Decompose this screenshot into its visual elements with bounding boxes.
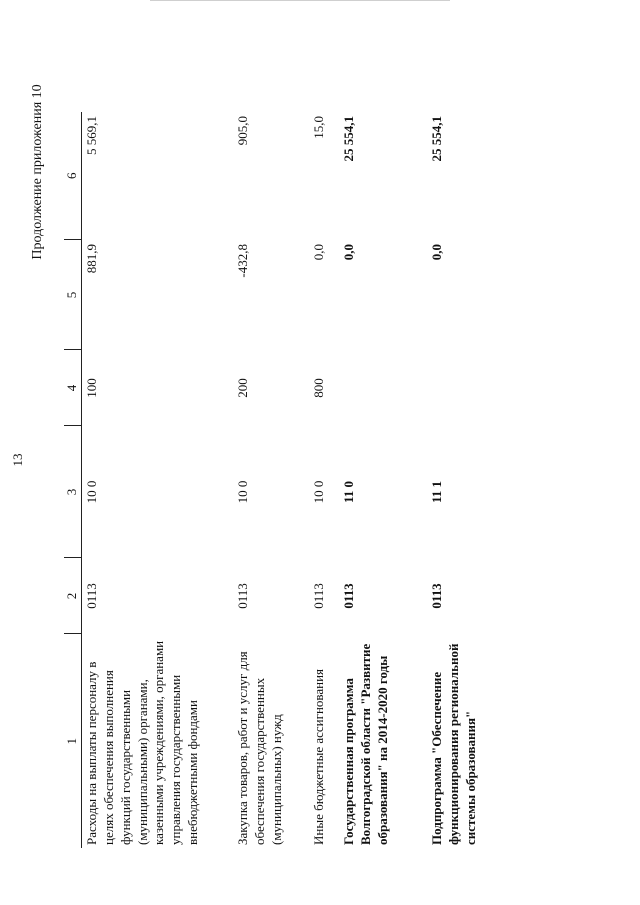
header-col-3: 3 <box>64 426 81 558</box>
table-row <box>233 112 309 848</box>
row-name: Государственная программа Волгоградской области "Развитие образования" на 2014-2020 годы <box>341 643 391 845</box>
row-change-amount: 0,0 <box>341 244 357 261</box>
row-section-code: 0113 <box>235 583 251 609</box>
rotated-table-container <box>64 112 524 848</box>
header-col-5: 5 <box>64 240 81 350</box>
row-total-amount: 905,0 <box>235 116 251 146</box>
row-total-amount: 5 569,1 <box>83 116 99 155</box>
appendix-label: Продолжение приложения 10 <box>30 84 45 260</box>
header-col-4: 4 <box>64 350 81 426</box>
table-row <box>427 112 497 848</box>
row-change-amount: -432,8 <box>235 244 251 278</box>
row-section-code: 0113 <box>429 583 445 609</box>
row-name: Расходы на выплаты персоналу в целях обеспечения выполнения функций государственными (муниципальными) органами, казенными учреждениями, органами управления государственными внебюджетными фондами <box>83 640 201 845</box>
row-change-amount: 0,0 <box>311 244 327 261</box>
row-name: Закупка товаров, работ и услуг для обеспечения государственных (муниципальных) нужд <box>235 651 285 845</box>
header-col-1: 1 <box>64 634 81 848</box>
row-section-code: 0113 <box>311 583 327 609</box>
header-col-6: 6 <box>64 112 81 240</box>
row-change-amount: 881,9 <box>83 244 99 274</box>
row-section-code: 0113 <box>83 583 99 609</box>
row-target-code: 10 0 <box>235 480 251 504</box>
table-row <box>339 112 427 848</box>
row-expense-type: 200 <box>235 378 251 398</box>
row-expense-type: 800 <box>311 378 327 398</box>
row-total-amount: 25 554,1 <box>341 116 357 162</box>
row-section-code: 0113 <box>341 583 357 609</box>
row-target-code: 10 0 <box>83 480 99 504</box>
table-row <box>81 112 233 848</box>
table-header-row <box>64 112 81 848</box>
row-target-code: 10 0 <box>311 480 327 504</box>
header-col-2: 2 <box>64 558 81 634</box>
row-expense-type <box>427 350 497 426</box>
row-target-code: 11 0 <box>341 480 357 504</box>
row-name: Подпрограмма "Обеспечение функционирования региональной системы образования" <box>429 643 479 845</box>
row-name: Иные бюджетные ассигнования <box>311 668 327 845</box>
row-total-amount: 25 554,1 <box>429 116 445 162</box>
row-change-amount: 0,0 <box>429 244 445 261</box>
page-number: 13 <box>10 453 25 467</box>
row-target-code: 11 1 <box>429 480 445 504</box>
row-expense-type <box>339 350 427 426</box>
budget-table <box>64 112 497 848</box>
table-row <box>309 112 339 848</box>
top-edge-line <box>150 0 450 1</box>
row-total-amount: 15,0 <box>311 116 327 139</box>
row-expense-type: 100 <box>83 378 99 398</box>
